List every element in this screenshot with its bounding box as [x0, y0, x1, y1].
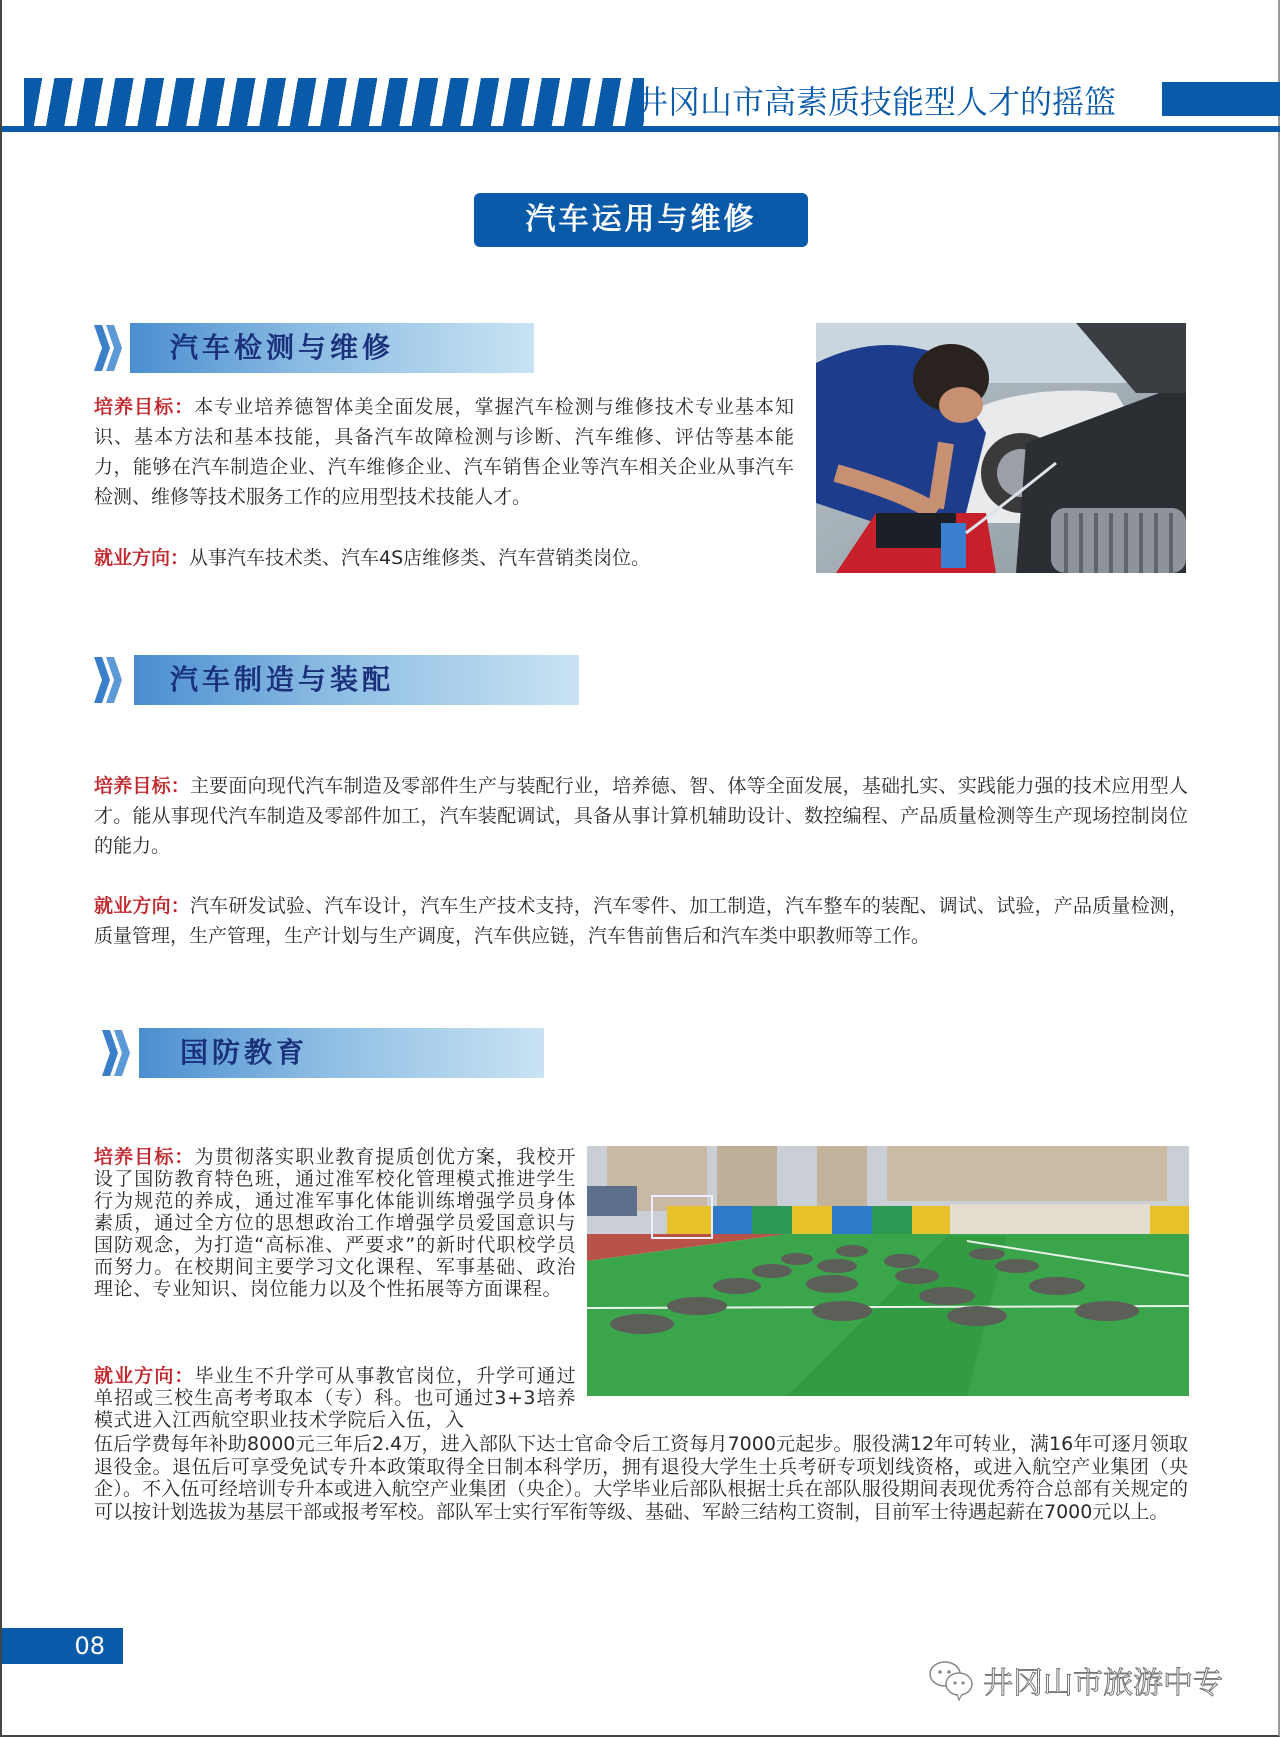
section-heading-auto-manufacturing — [94, 655, 579, 705]
section-heading-label: 汽车检测与维修 — [170, 331, 395, 364]
students-plank-training-on-field-photo — [587, 1146, 1189, 1396]
page-header — [2, 78, 1280, 134]
section-heading-auto-inspection — [94, 323, 534, 373]
header-stripes-decoration — [24, 78, 644, 126]
goal-text: 为贯彻落实职业教育提质创优方案，我校开设了国防教育特色班，通过准军校化管理模式推进学生行为规范的养成，通过准军事化体能训练增强学员身体素质，通过全方位的思想政治工作增强学员爱国意识与国防观念，为打造“高标准、严要求”的新时代职校学员而努力。在校期间主要学习文化课程、军事基础、政治理论、专业知识、岗位能力以及个性拓展等方面课程。 — [94, 1146, 576, 1300]
section-heading-national-defense — [102, 1028, 544, 1078]
section-3-career-narrow — [94, 1365, 576, 1431]
training-photo-illustration — [587, 1146, 1189, 1396]
mechanic-repairing-car-engine-photo — [816, 323, 1186, 573]
section-2-career — [94, 891, 1188, 951]
section-3-career-wide — [94, 1433, 1188, 1523]
section-heading-label: 国防教育 — [180, 1036, 309, 1069]
goal-label: 培养目标： — [94, 775, 190, 797]
section-1-career — [94, 543, 794, 573]
header-block-decoration — [1162, 82, 1280, 116]
main-title-banner: 汽车运用与维修 — [474, 193, 808, 247]
header-rule — [2, 126, 1280, 132]
career-text: 从事汽车技术类、汽车4S店维修类、汽车营销类岗位。 — [189, 547, 651, 569]
career-label: 就业方向： — [94, 895, 190, 917]
career-label: 就业方向： — [94, 547, 190, 569]
double-chevron-icon — [94, 325, 126, 371]
section-3-goal — [94, 1146, 576, 1300]
career-label: 就业方向： — [94, 1365, 195, 1387]
goal-label: 培养目标： — [94, 1146, 195, 1168]
page-number: 08 — [2, 1628, 123, 1664]
goal-text: 主要面向现代汽车制造及零部件生产与装配行业，培养德、智、体等全面发展，基础扎实、实践能力强的技术应用型人才。能从事现代汽车制造及零部件加工，汽车装配调试，具备从事计算机辅助设计、数控编程、产品质量检测等生产现场控制岗位的能力。 — [94, 775, 1188, 857]
section-2-goal — [94, 771, 1188, 861]
header-title: 井冈山市高素质技能型人才的摇篮 — [636, 83, 1117, 121]
wechat-watermark — [927, 1660, 1223, 1700]
double-chevron-icon — [94, 657, 126, 703]
mechanic-photo-illustration — [816, 323, 1186, 573]
wechat-icon — [927, 1658, 977, 1702]
double-chevron-icon — [102, 1030, 134, 1076]
career-text-part-1: 毕业生不升学可从事教官岗位，升学可通过单招或三校生高考考取本（专）科。也可通过3+3培养模式进入江西航空职业技术学院后入伍，入 — [94, 1365, 576, 1431]
watermark-text: 井冈山市旅游中专 — [983, 1666, 1223, 1701]
section-heading-label: 汽车制造与装配 — [170, 663, 395, 696]
section-1-goal — [94, 392, 794, 512]
goal-text: 本专业培养德智体美全面发展，掌握汽车检测与维修技术专业基本知识、基本方法和基本技能，具备汽车故障检测与诊断、汽车维修、评估等基本能力，能够在汽车制造企业、汽车维修企业、汽车销售企业等汽车相关企业从事汽车检测、维修等技术服务工作的应用型技术技能人才。 — [94, 396, 794, 508]
career-text-part-2: 伍后学费每年补助8000元三年后2.4万，进入部队下达士官命令后工资每月7000元起步。服役满12年可转业，满16年可逐月领取退役金。退伍后可享受免试专升本政策取得全日制本科学历，拥有退役大学生士兵考研专项划线资格，或进入航空产业集团（央企）。不入伍可经培训专升本或进入航空产业集团（央企）。大学毕业后部队根据士兵在部队服役期间表现优秀符合总部有关规定的可以按计划选拔为基层干部或报考军校。部队军士实行军衔等级、基础、军龄三结构工资制，目前军士待遇起薪在7000元以上。 — [94, 1433, 1188, 1523]
career-text: 汽车研发试验、汽车设计，汽车生产技术支持，汽车零件、加工制造，汽车整车的装配、调试、试验，产品质量检测，质量管理，生产管理，生产计划与生产调度，汽车供应链，汽车售前售后和汽车类中职教师等工作。 — [94, 895, 1188, 947]
goal-label: 培养目标： — [94, 396, 195, 418]
